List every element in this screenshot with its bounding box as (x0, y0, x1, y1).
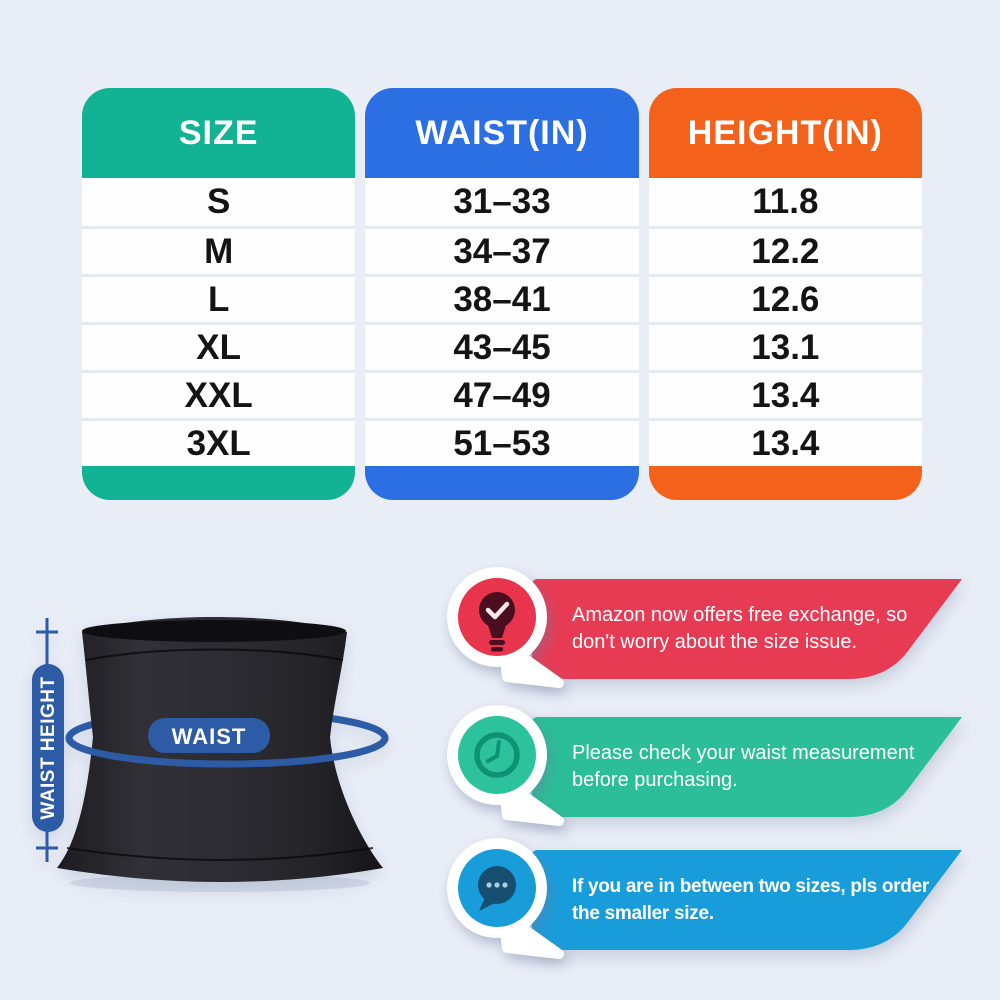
size-cell: XL (82, 322, 355, 370)
column-header-height: HEIGHT(IN) (649, 88, 922, 178)
lightbulb-check-icon (439, 559, 569, 689)
waist-label: WAIST (171, 724, 247, 749)
clock-icon (439, 697, 569, 827)
height-cell: 11.8 (649, 178, 922, 226)
column-footer-height (649, 466, 922, 500)
height-column (649, 88, 922, 500)
height-cell: 13.4 (649, 418, 922, 466)
waist-cell: 43–45 (365, 322, 638, 370)
waist-cell: 31–33 (365, 178, 638, 226)
waist-cell: 38–41 (365, 274, 638, 322)
callout-between-sizes (443, 832, 983, 964)
column-header-size: SIZE (82, 88, 355, 178)
size-cell: XXL (82, 370, 355, 418)
size-cell: M (82, 226, 355, 274)
trainer-opening (82, 620, 346, 642)
waist-cell: 47–49 (365, 370, 638, 418)
waist-trainer-illustration (20, 598, 420, 898)
waist-cell: 51–53 (365, 418, 638, 466)
callout-free-exchange (443, 561, 983, 693)
waist-column (365, 88, 638, 500)
height-cell: 12.6 (649, 274, 922, 322)
height-cell: 13.1 (649, 322, 922, 370)
chat-dots-icon (439, 830, 569, 960)
waist-cell: 34–37 (365, 226, 638, 274)
callout-text: Amazon now offers free exchange, so don't worry about the size issue. (572, 604, 908, 653)
size-cell: L (82, 274, 355, 322)
callout-text: If you are in between two sizes, pls order the smaller size. (572, 876, 929, 924)
size-chart-table (82, 88, 922, 500)
column-footer-size (82, 466, 355, 500)
callout-check-measurement (443, 699, 983, 831)
height-cell: 13.4 (649, 370, 922, 418)
height-label: WAIST HEIGHT (38, 676, 59, 820)
height-cell: 12.2 (649, 226, 922, 274)
height-measure-indicator (32, 618, 64, 862)
size-cell: 3XL (82, 418, 355, 466)
column-footer-waist (365, 466, 638, 500)
size-cell: S (82, 178, 355, 226)
column-header-waist: WAIST(IN) (365, 88, 638, 178)
callout-text: Please check your waist measurement before purchasing. (572, 742, 915, 791)
size-column (82, 88, 355, 500)
